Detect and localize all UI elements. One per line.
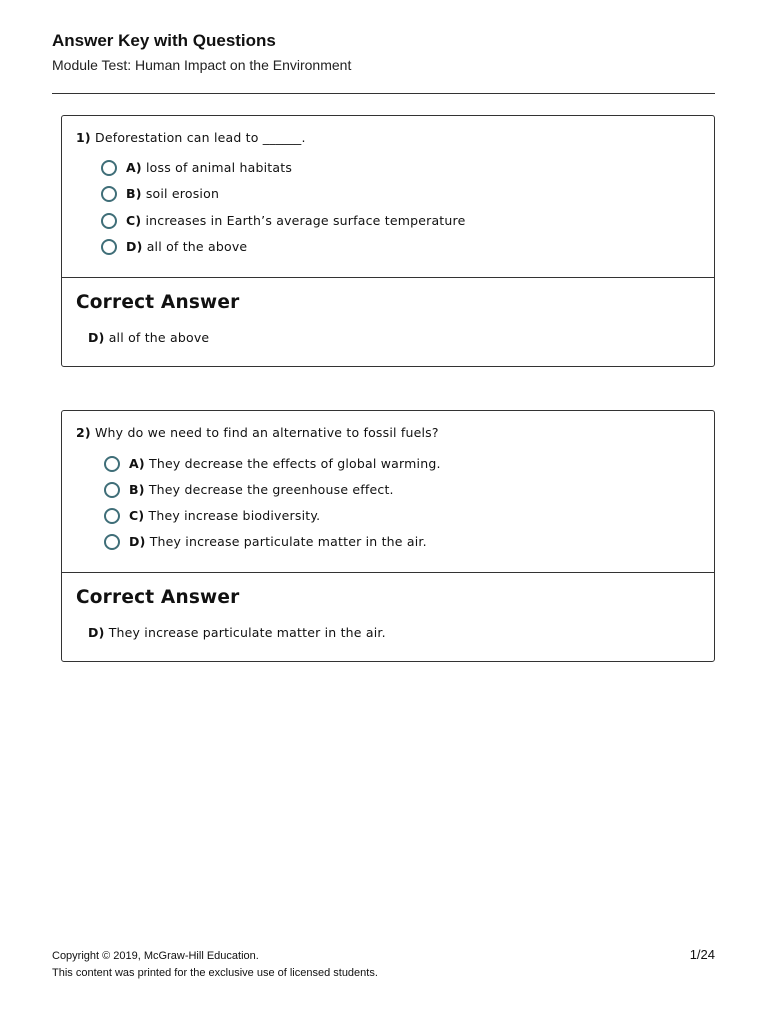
option-text: all of the above [146, 239, 248, 254]
radio-button-icon[interactable] [104, 534, 120, 550]
correct-answer-text: They increase particulate matter in the air. [108, 625, 386, 640]
question-prompt [76, 129, 306, 147]
option-letter: C) [129, 508, 145, 523]
option-text: loss of animal habitats [145, 160, 293, 175]
correct-answer-text: all of the above [108, 330, 210, 345]
question-prompt [76, 424, 439, 442]
option-text: They decrease the effects of global warming. [148, 456, 441, 471]
option-letter: A) [129, 456, 145, 471]
document-subtitle: Module Test: Human Impact on the Environment [52, 57, 352, 73]
correct-answer [88, 329, 209, 347]
license-notice-text: This content was printed for the exclusive use of licensed students. [52, 967, 378, 979]
option-letter: C) [126, 213, 142, 228]
radio-button-icon[interactable] [101, 160, 117, 176]
radio-button-icon[interactable] [104, 508, 120, 524]
correct-answer-heading: Correct Answer [76, 292, 240, 313]
correct-answer-letter: D) [88, 625, 105, 640]
document-header [52, 30, 715, 74]
option-letter: A) [126, 160, 142, 175]
question-section [62, 411, 714, 573]
correct-answer [88, 624, 386, 642]
question-text: Deforestation can lead to ______. [95, 130, 306, 145]
document-title: Answer Key with Questions [52, 31, 276, 50]
option-text: They increase particulate matter in the air. [149, 534, 427, 549]
answer-option-b[interactable] [104, 481, 394, 499]
answer-option-d[interactable] [101, 238, 247, 256]
answer-option-b[interactable] [101, 185, 219, 203]
answer-option-a[interactable] [101, 159, 292, 177]
option-text: They increase biodiversity. [148, 508, 321, 523]
copyright-text: Copyright © 2019, McGraw-Hill Education. [52, 950, 259, 962]
radio-button-icon[interactable] [101, 213, 117, 229]
radio-button-icon[interactable] [104, 482, 120, 498]
radio-button-icon[interactable] [101, 186, 117, 202]
footer-notice [52, 948, 378, 982]
option-text: soil erosion [145, 186, 220, 201]
answer-option-d[interactable] [104, 533, 427, 551]
option-letter: D) [129, 534, 146, 549]
question-text: Why do we need to find an alternative to fossil fuels? [95, 425, 439, 440]
option-letter: D) [126, 239, 143, 254]
question-card-1 [61, 115, 715, 367]
page-number: 1/24 [689, 947, 715, 962]
option-letter: B) [129, 482, 145, 497]
option-text: increases in Earth’s average surface temperature [145, 213, 466, 228]
header-divider [52, 93, 715, 94]
correct-answer-letter: D) [88, 330, 105, 345]
question-number: 1) [76, 130, 91, 145]
question-card-2 [61, 410, 715, 662]
correct-answer-heading: Correct Answer [76, 587, 240, 608]
option-letter: B) [126, 186, 142, 201]
radio-button-icon[interactable] [101, 239, 117, 255]
answer-option-c[interactable] [104, 507, 320, 525]
answer-option-a[interactable] [104, 455, 441, 473]
question-number: 2) [76, 425, 91, 440]
option-text: They decrease the greenhouse effect. [148, 482, 394, 497]
question-section [62, 116, 714, 278]
radio-button-icon[interactable] [104, 456, 120, 472]
answer-option-c[interactable] [101, 212, 466, 230]
